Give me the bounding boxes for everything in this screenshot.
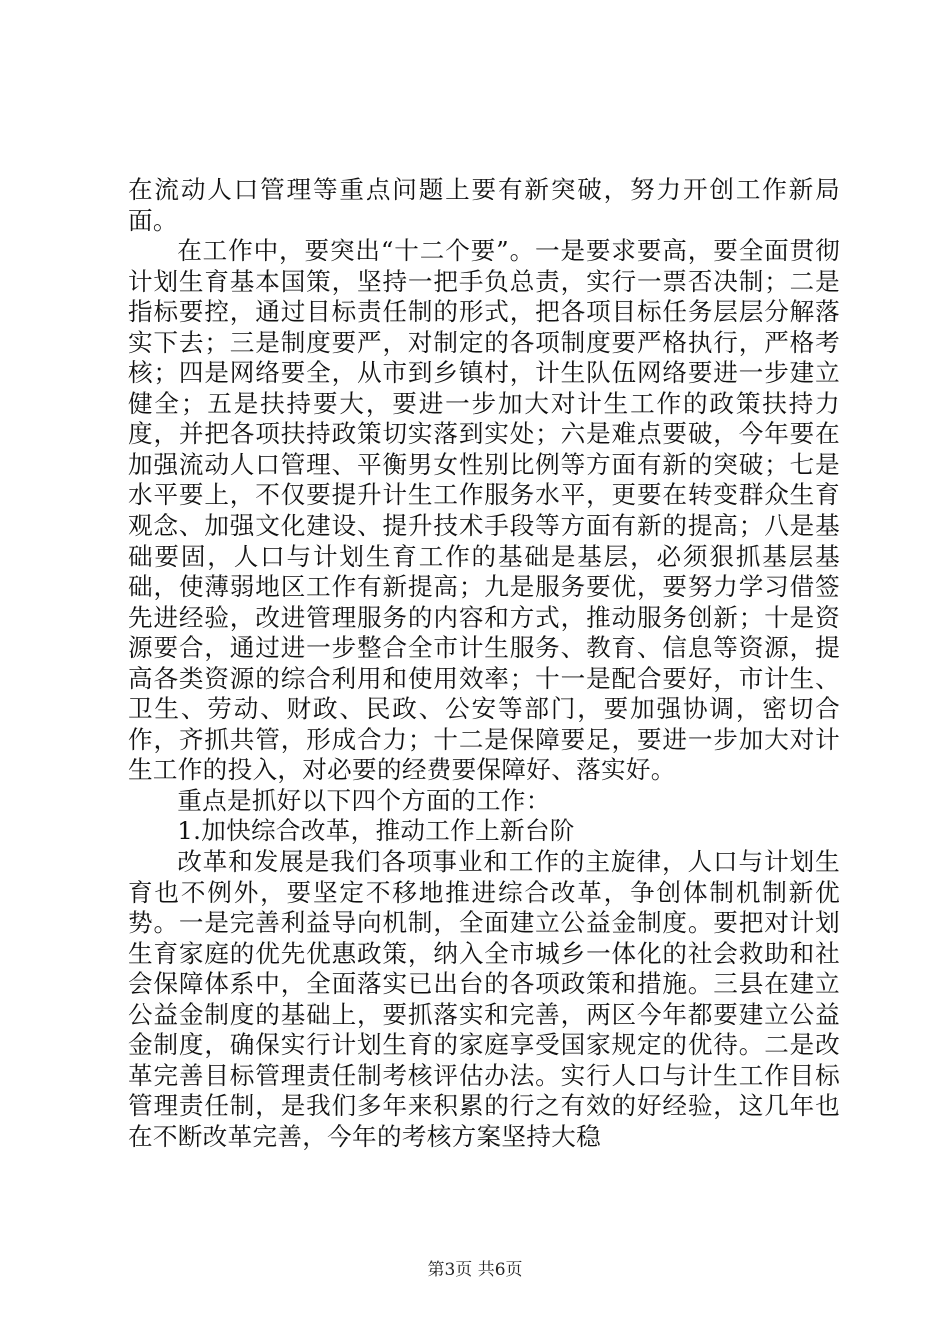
section-heading-1: 1.加快综合改革，推动工作上新台阶: [177, 816, 575, 846]
paragraph-reform: 改革和发展是我们各项事业和工作的主旋律，人口与计划生育也不例外，要坚定不移地推进综合改革，争创体制机制新优势。一是完善利益导向机制，全面建立公益金制度。要把对计划生育家庭的优先优惠政策，纳入全市城乡一体化的社会救助和社会保障体系中，全面落实已出台的各项政策和措施。三县在建立公益金制度的基础上，要抓落实和完善，两区今年都要建立公益金制度，确保实行计划生育的家庭享受国家规定的优待。二是改革完善目标管理责任制考核评估办法。实行人口与计生工作目标管理责任制，是我们多年来积累的行之有效的好经验，这几年也在不断改革完善，今年的考核方案坚持大稳: [128, 847, 840, 1151]
page-number-footer: 第3页 共6页: [427, 1260, 523, 1280]
paragraph-four-aspects-intro: 重点是抓好以下四个方面的工作：: [177, 785, 551, 815]
paragraph-twelve-requirements: 在工作中，要突出“十二个要”。一是要求要高，要全面贯彻计划生育基本国策，坚持一把手负总责，实行一票否决制；二是指标要控，通过目标责任制的形式，把各项目标任务层层分解落实下去；三是制度要严，对制定的各项制度要严格执行，严格考核；四是网络要全，从市到乡镇村，计生队伍网络要进一步建立健全；五是扶持要大，要进一步加大对计生工作的政策扶持力度，并把各项扶持政策切实落到实处；六是难点要破，今年要在加强流动人口管理、平衡男女性别比例等方面有新的突破；七是水平要上，不仅要提升计生工作服务水平，更要在转变群众生育观念、加强文化建设、提升技术手段等方面有新的提高；八是基础要固，人口与计划生育工作的基础是基层，必须狠抓基层基础，使薄弱地区工作有新提高；九是服务要优，要努力学习借签先进经验，改进管理服务的内容和方式，推动服务创新；十是资源要合，通过进一步整合全市计生服务、教育、信息等资源，提高各类资源的综合利用和使用效率；十一是配合要好，市计生、卫生、劳动、财政、民政、公安等部门，要加强协调，密切合作，齐抓共管，形成合力；十二是保障要足，要进一步加大对计生工作的投入，对必要的经费要保障好、落实好。: [128, 236, 840, 785]
document-body: [128, 175, 840, 1153]
paragraph-continuation: 在流动人口管理等重点问题上要有新突破，努力开创工作新局面。: [128, 175, 840, 235]
